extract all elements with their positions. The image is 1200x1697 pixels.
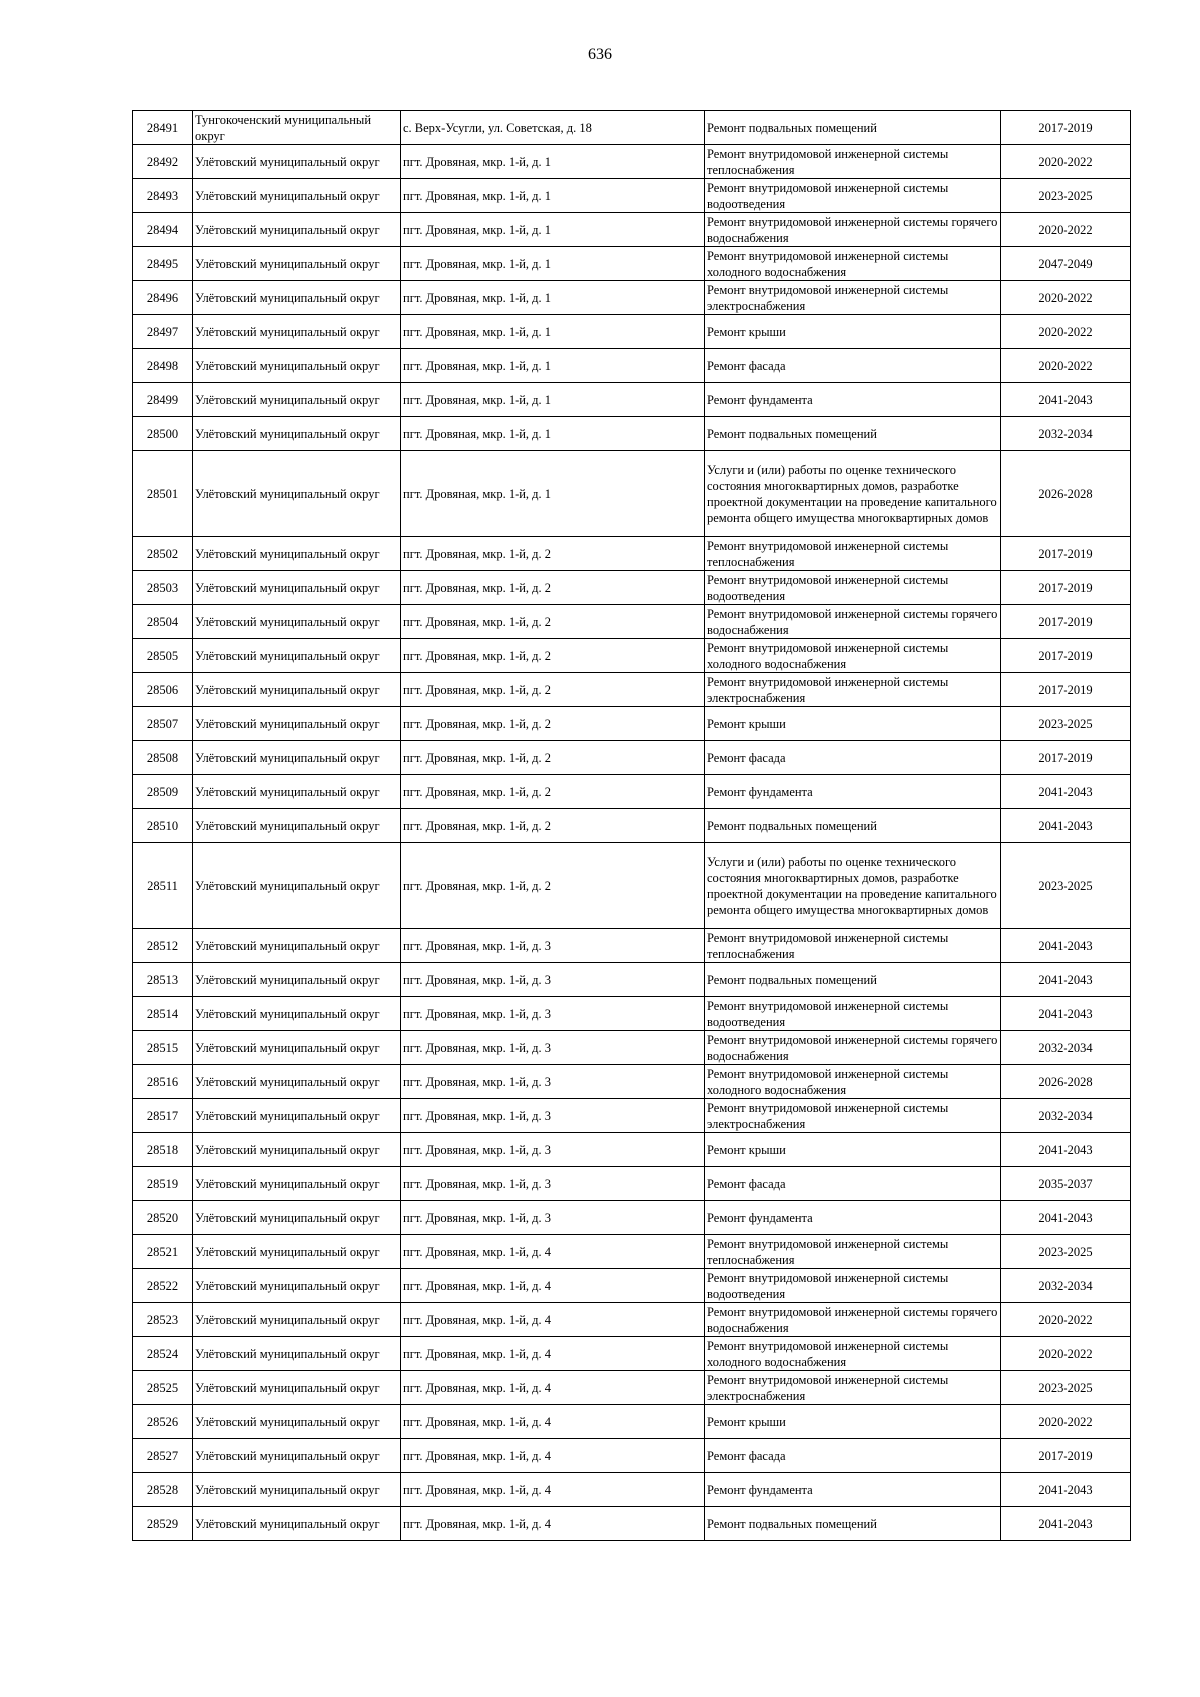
- district-cell: Улётовский муниципальный округ: [193, 451, 401, 537]
- row-number-cell: 28495: [133, 247, 193, 281]
- address-cell: пгт. Дровяная, мкр. 1-й, д. 3: [401, 997, 705, 1031]
- district-cell: Улётовский муниципальный округ: [193, 145, 401, 179]
- district-cell: Улётовский муниципальный округ: [193, 247, 401, 281]
- table-row: [133, 1235, 1131, 1269]
- row-number-cell: 28491: [133, 111, 193, 145]
- address-cell: пгт. Дровяная, мкр. 1-й, д. 3: [401, 1065, 705, 1099]
- period-cell: 2032-2034: [1001, 1031, 1131, 1065]
- work-type-cell: Ремонт крыши: [705, 315, 1001, 349]
- work-type-cell: Ремонт внутридомовой инженерной системы электроснабжения: [705, 1099, 1001, 1133]
- district-cell: Улётовский муниципальный округ: [193, 1031, 401, 1065]
- table-row: [133, 247, 1131, 281]
- table-row: [133, 1133, 1131, 1167]
- work-type-cell: Ремонт подвальных помещений: [705, 417, 1001, 451]
- work-type-cell: Ремонт крыши: [705, 1133, 1001, 1167]
- period-cell: 2020-2022: [1001, 1303, 1131, 1337]
- address-cell: пгт. Дровяная, мкр. 1-й, д. 2: [401, 809, 705, 843]
- row-number-cell: 28514: [133, 997, 193, 1031]
- table-row: [133, 383, 1131, 417]
- district-cell: Улётовский муниципальный округ: [193, 1405, 401, 1439]
- district-cell: Тунгокоченский муниципальный округ: [193, 111, 401, 145]
- period-cell: 2035-2037: [1001, 1167, 1131, 1201]
- district-cell: Улётовский муниципальный округ: [193, 809, 401, 843]
- work-type-cell: Ремонт внутридомовой инженерной системы горячего водоснабжения: [705, 605, 1001, 639]
- table-row: [133, 213, 1131, 247]
- row-number-cell: 28507: [133, 707, 193, 741]
- table-row: [133, 1405, 1131, 1439]
- address-cell: пгт. Дровяная, мкр. 1-й, д. 1: [401, 281, 705, 315]
- address-cell: пгт. Дровяная, мкр. 1-й, д. 1: [401, 383, 705, 417]
- table-row: [133, 1337, 1131, 1371]
- work-type-cell: Ремонт внутридомовой инженерной системы электроснабжения: [705, 281, 1001, 315]
- address-cell: пгт. Дровяная, мкр. 1-й, д. 2: [401, 605, 705, 639]
- table-row: [133, 1269, 1131, 1303]
- address-cell: пгт. Дровяная, мкр. 1-й, д. 1: [401, 315, 705, 349]
- period-cell: 2023-2025: [1001, 1371, 1131, 1405]
- work-type-cell: Ремонт фасада: [705, 349, 1001, 383]
- period-cell: 2026-2028: [1001, 1065, 1131, 1099]
- address-cell: пгт. Дровяная, мкр. 1-й, д. 4: [401, 1337, 705, 1371]
- table-row: [133, 1473, 1131, 1507]
- table-row: [133, 111, 1131, 145]
- table-body: [133, 111, 1131, 1541]
- work-type-cell: Ремонт внутридомовой инженерной системы горячего водоснабжения: [705, 213, 1001, 247]
- address-cell: пгт. Дровяная, мкр. 1-й, д. 1: [401, 349, 705, 383]
- period-cell: 2020-2022: [1001, 349, 1131, 383]
- period-cell: 2041-2043: [1001, 383, 1131, 417]
- period-cell: 2032-2034: [1001, 1269, 1131, 1303]
- table-row: [133, 451, 1131, 537]
- work-type-cell: Ремонт крыши: [705, 707, 1001, 741]
- period-cell: 2041-2043: [1001, 1473, 1131, 1507]
- district-cell: Улётовский муниципальный округ: [193, 1507, 401, 1541]
- row-number-cell: 28520: [133, 1201, 193, 1235]
- district-cell: Улётовский муниципальный округ: [193, 639, 401, 673]
- work-type-cell: Ремонт подвальных помещений: [705, 963, 1001, 997]
- work-type-cell: Ремонт внутридомовой инженерной системы холодного водоснабжения: [705, 1065, 1001, 1099]
- row-number-cell: 28522: [133, 1269, 193, 1303]
- table-row: [133, 349, 1131, 383]
- address-cell: пгт. Дровяная, мкр. 1-й, д. 1: [401, 179, 705, 213]
- row-number-cell: 28500: [133, 417, 193, 451]
- address-cell: пгт. Дровяная, мкр. 1-й, д. 2: [401, 639, 705, 673]
- table-row: [133, 997, 1131, 1031]
- address-cell: пгт. Дровяная, мкр. 1-й, д. 4: [401, 1269, 705, 1303]
- table-row: [133, 1031, 1131, 1065]
- period-cell: 2032-2034: [1001, 1099, 1131, 1133]
- district-cell: Улётовский муниципальный округ: [193, 537, 401, 571]
- district-cell: Улётовский муниципальный округ: [193, 417, 401, 451]
- district-cell: Улётовский муниципальный округ: [193, 929, 401, 963]
- period-cell: 2020-2022: [1001, 1405, 1131, 1439]
- table-row: [133, 707, 1131, 741]
- row-number-cell: 28497: [133, 315, 193, 349]
- period-cell: 2047-2049: [1001, 247, 1131, 281]
- district-cell: Улётовский муниципальный округ: [193, 1439, 401, 1473]
- work-type-cell: Ремонт внутридомовой инженерной системы электроснабжения: [705, 1371, 1001, 1405]
- table-row: [133, 417, 1131, 451]
- work-type-cell: Услуги и (или) работы по оценке технического состояния многоквартирных домов, разработке проектной документации на проведение капитального ремонта общего имущества многоквартирных домов: [705, 843, 1001, 929]
- row-number-cell: 28527: [133, 1439, 193, 1473]
- table-row: [133, 281, 1131, 315]
- row-number-cell: 28525: [133, 1371, 193, 1405]
- table-row: [133, 537, 1131, 571]
- work-type-cell: Услуги и (или) работы по оценке технического состояния многоквартирных домов, разработке проектной документации на проведение капитального ремонта общего имущества многоквартирных домов: [705, 451, 1001, 537]
- table-row: [133, 1371, 1131, 1405]
- table-row: [133, 673, 1131, 707]
- row-number-cell: 28503: [133, 571, 193, 605]
- district-cell: Улётовский муниципальный округ: [193, 213, 401, 247]
- table-row: [133, 1303, 1131, 1337]
- period-cell: 2026-2028: [1001, 451, 1131, 537]
- period-cell: 2041-2043: [1001, 775, 1131, 809]
- district-cell: Улётовский муниципальный округ: [193, 843, 401, 929]
- address-cell: пгт. Дровяная, мкр. 1-й, д. 2: [401, 707, 705, 741]
- district-cell: Улётовский муниципальный округ: [193, 281, 401, 315]
- address-cell: пгт. Дровяная, мкр. 1-й, д. 2: [401, 537, 705, 571]
- row-number-cell: 28521: [133, 1235, 193, 1269]
- address-cell: пгт. Дровяная, мкр. 1-й, д. 3: [401, 963, 705, 997]
- work-type-cell: Ремонт фундамента: [705, 775, 1001, 809]
- work-type-cell: Ремонт крыши: [705, 1405, 1001, 1439]
- address-cell: пгт. Дровяная, мкр. 1-й, д. 3: [401, 1133, 705, 1167]
- table-row: [133, 929, 1131, 963]
- table-row: [133, 639, 1131, 673]
- row-number-cell: 28529: [133, 1507, 193, 1541]
- row-number-cell: 28493: [133, 179, 193, 213]
- address-cell: пгт. Дровяная, мкр. 1-й, д. 1: [401, 451, 705, 537]
- work-type-cell: Ремонт внутридомовой инженерной системы водоотведения: [705, 997, 1001, 1031]
- table-row: [133, 179, 1131, 213]
- work-type-cell: Ремонт подвальных помещений: [705, 111, 1001, 145]
- address-cell: пгт. Дровяная, мкр. 1-й, д. 3: [401, 1167, 705, 1201]
- period-cell: 2023-2025: [1001, 1235, 1131, 1269]
- work-type-cell: Ремонт внутридомовой инженерной системы теплоснабжения: [705, 537, 1001, 571]
- district-cell: Улётовский муниципальный округ: [193, 775, 401, 809]
- period-cell: 2017-2019: [1001, 1439, 1131, 1473]
- address-cell: пгт. Дровяная, мкр. 1-й, д. 3: [401, 1031, 705, 1065]
- row-number-cell: 28508: [133, 741, 193, 775]
- period-cell: 2017-2019: [1001, 605, 1131, 639]
- table-row: [133, 775, 1131, 809]
- work-type-cell: Ремонт внутридомовой инженерной системы горячего водоснабжения: [705, 1303, 1001, 1337]
- district-cell: Улётовский муниципальный округ: [193, 605, 401, 639]
- address-cell: пгт. Дровяная, мкр. 1-й, д. 1: [401, 145, 705, 179]
- address-cell: пгт. Дровяная, мкр. 1-й, д. 4: [401, 1473, 705, 1507]
- address-cell: пгт. Дровяная, мкр. 1-й, д. 3: [401, 929, 705, 963]
- work-type-cell: Ремонт фасада: [705, 741, 1001, 775]
- row-number-cell: 28519: [133, 1167, 193, 1201]
- district-cell: Улётовский муниципальный округ: [193, 707, 401, 741]
- table-row: [133, 843, 1131, 929]
- table-row: [133, 1099, 1131, 1133]
- row-number-cell: 28513: [133, 963, 193, 997]
- row-number-cell: 28499: [133, 383, 193, 417]
- period-cell: 2020-2022: [1001, 315, 1131, 349]
- work-type-cell: Ремонт внутридомовой инженерной системы теплоснабжения: [705, 145, 1001, 179]
- period-cell: 2041-2043: [1001, 1133, 1131, 1167]
- period-cell: 2020-2022: [1001, 145, 1131, 179]
- work-type-cell: Ремонт внутридомовой инженерной системы теплоснабжения: [705, 929, 1001, 963]
- work-type-cell: Ремонт фундамента: [705, 383, 1001, 417]
- row-number-cell: 28517: [133, 1099, 193, 1133]
- row-number-cell: 28524: [133, 1337, 193, 1371]
- period-cell: 2041-2043: [1001, 929, 1131, 963]
- work-type-cell: Ремонт внутридомовой инженерной системы водоотведения: [705, 179, 1001, 213]
- table-row: [133, 145, 1131, 179]
- period-cell: 2041-2043: [1001, 1507, 1131, 1541]
- address-cell: пгт. Дровяная, мкр. 1-й, д. 2: [401, 775, 705, 809]
- address-cell: пгт. Дровяная, мкр. 1-й, д. 4: [401, 1371, 705, 1405]
- period-cell: 2041-2043: [1001, 963, 1131, 997]
- address-cell: пгт. Дровяная, мкр. 1-й, д. 2: [401, 741, 705, 775]
- district-cell: Улётовский муниципальный округ: [193, 1269, 401, 1303]
- row-number-cell: 28501: [133, 451, 193, 537]
- address-cell: пгт. Дровяная, мкр. 1-й, д. 2: [401, 673, 705, 707]
- address-cell: пгт. Дровяная, мкр. 1-й, д. 4: [401, 1405, 705, 1439]
- row-number-cell: 28505: [133, 639, 193, 673]
- repair-schedule-table: [132, 110, 1131, 1541]
- table-row: [133, 571, 1131, 605]
- period-cell: 2020-2022: [1001, 1337, 1131, 1371]
- row-number-cell: 28511: [133, 843, 193, 929]
- work-type-cell: Ремонт подвальных помещений: [705, 1507, 1001, 1541]
- table-row: [133, 1439, 1131, 1473]
- period-cell: 2017-2019: [1001, 111, 1131, 145]
- period-cell: 2023-2025: [1001, 843, 1131, 929]
- row-number-cell: 28512: [133, 929, 193, 963]
- table-row: [133, 1507, 1131, 1541]
- address-cell: пгт. Дровяная, мкр. 1-й, д. 4: [401, 1439, 705, 1473]
- row-number-cell: 28496: [133, 281, 193, 315]
- period-cell: 2032-2034: [1001, 417, 1131, 451]
- address-cell: пгт. Дровяная, мкр. 1-й, д. 2: [401, 571, 705, 605]
- work-type-cell: Ремонт внутридомовой инженерной системы электроснабжения: [705, 673, 1001, 707]
- row-number-cell: 28492: [133, 145, 193, 179]
- table-row: [133, 605, 1131, 639]
- table-row: [133, 1167, 1131, 1201]
- district-cell: Улётовский муниципальный округ: [193, 315, 401, 349]
- row-number-cell: 28504: [133, 605, 193, 639]
- district-cell: Улётовский муниципальный округ: [193, 1133, 401, 1167]
- row-number-cell: 28498: [133, 349, 193, 383]
- table-row: [133, 1065, 1131, 1099]
- row-number-cell: 28510: [133, 809, 193, 843]
- district-cell: Улётовский муниципальный округ: [193, 1065, 401, 1099]
- period-cell: 2017-2019: [1001, 537, 1131, 571]
- period-cell: 2020-2022: [1001, 213, 1131, 247]
- table-row: [133, 809, 1131, 843]
- district-cell: Улётовский муниципальный округ: [193, 1473, 401, 1507]
- row-number-cell: 28516: [133, 1065, 193, 1099]
- address-cell: пгт. Дровяная, мкр. 1-й, д. 3: [401, 1099, 705, 1133]
- district-cell: Улётовский муниципальный округ: [193, 383, 401, 417]
- work-type-cell: Ремонт внутридомовой инженерной системы горячего водоснабжения: [705, 1031, 1001, 1065]
- address-cell: пгт. Дровяная, мкр. 1-й, д. 4: [401, 1507, 705, 1541]
- district-cell: Улётовский муниципальный округ: [193, 1201, 401, 1235]
- district-cell: Улётовский муниципальный округ: [193, 673, 401, 707]
- work-type-cell: Ремонт внутридомовой инженерной системы водоотведения: [705, 1269, 1001, 1303]
- district-cell: Улётовский муниципальный округ: [193, 571, 401, 605]
- work-type-cell: Ремонт фундамента: [705, 1201, 1001, 1235]
- district-cell: Улётовский муниципальный округ: [193, 1337, 401, 1371]
- address-cell: с. Верх-Усугли, ул. Советская, д. 18: [401, 111, 705, 145]
- district-cell: Улётовский муниципальный округ: [193, 997, 401, 1031]
- district-cell: Улётовский муниципальный округ: [193, 1371, 401, 1405]
- row-number-cell: 28526: [133, 1405, 193, 1439]
- address-cell: пгт. Дровяная, мкр. 1-й, д. 2: [401, 843, 705, 929]
- address-cell: пгт. Дровяная, мкр. 1-й, д. 1: [401, 247, 705, 281]
- period-cell: 2023-2025: [1001, 179, 1131, 213]
- address-cell: пгт. Дровяная, мкр. 1-й, д. 3: [401, 1201, 705, 1235]
- address-cell: пгт. Дровяная, мкр. 1-й, д. 1: [401, 213, 705, 247]
- work-type-cell: Ремонт фундамента: [705, 1473, 1001, 1507]
- period-cell: 2023-2025: [1001, 707, 1131, 741]
- period-cell: 2041-2043: [1001, 1201, 1131, 1235]
- row-number-cell: 28515: [133, 1031, 193, 1065]
- district-cell: Улётовский муниципальный округ: [193, 1167, 401, 1201]
- page-number: 636: [588, 46, 612, 63]
- period-cell: 2041-2043: [1001, 809, 1131, 843]
- district-cell: Улётовский муниципальный округ: [193, 1099, 401, 1133]
- work-type-cell: Ремонт внутридомовой инженерной системы холодного водоснабжения: [705, 247, 1001, 281]
- period-cell: 2020-2022: [1001, 281, 1131, 315]
- district-cell: Улётовский муниципальный округ: [193, 349, 401, 383]
- period-cell: 2017-2019: [1001, 673, 1131, 707]
- work-type-cell: Ремонт фасада: [705, 1439, 1001, 1473]
- row-number-cell: 28494: [133, 213, 193, 247]
- address-cell: пгт. Дровяная, мкр. 1-й, д. 4: [401, 1303, 705, 1337]
- period-cell: 2041-2043: [1001, 997, 1131, 1031]
- district-cell: Улётовский муниципальный округ: [193, 179, 401, 213]
- work-type-cell: Ремонт подвальных помещений: [705, 809, 1001, 843]
- table-row: [133, 741, 1131, 775]
- district-cell: Улётовский муниципальный округ: [193, 741, 401, 775]
- period-cell: 2017-2019: [1001, 741, 1131, 775]
- period-cell: 2017-2019: [1001, 571, 1131, 605]
- work-type-cell: Ремонт фасада: [705, 1167, 1001, 1201]
- row-number-cell: 28523: [133, 1303, 193, 1337]
- district-cell: Улётовский муниципальный округ: [193, 1303, 401, 1337]
- row-number-cell: 28518: [133, 1133, 193, 1167]
- table-row: [133, 1201, 1131, 1235]
- row-number-cell: 28502: [133, 537, 193, 571]
- work-type-cell: Ремонт внутридомовой инженерной системы холодного водоснабжения: [705, 639, 1001, 673]
- table-row: [133, 315, 1131, 349]
- row-number-cell: 28506: [133, 673, 193, 707]
- work-type-cell: Ремонт внутридомовой инженерной системы водоотведения: [705, 571, 1001, 605]
- row-number-cell: 28509: [133, 775, 193, 809]
- row-number-cell: 28528: [133, 1473, 193, 1507]
- period-cell: 2017-2019: [1001, 639, 1131, 673]
- address-cell: пгт. Дровяная, мкр. 1-й, д. 4: [401, 1235, 705, 1269]
- district-cell: Улётовский муниципальный округ: [193, 963, 401, 997]
- work-type-cell: Ремонт внутридомовой инженерной системы теплоснабжения: [705, 1235, 1001, 1269]
- address-cell: пгт. Дровяная, мкр. 1-й, д. 1: [401, 417, 705, 451]
- work-type-cell: Ремонт внутридомовой инженерной системы холодного водоснабжения: [705, 1337, 1001, 1371]
- table-row: [133, 963, 1131, 997]
- district-cell: Улётовский муниципальный округ: [193, 1235, 401, 1269]
